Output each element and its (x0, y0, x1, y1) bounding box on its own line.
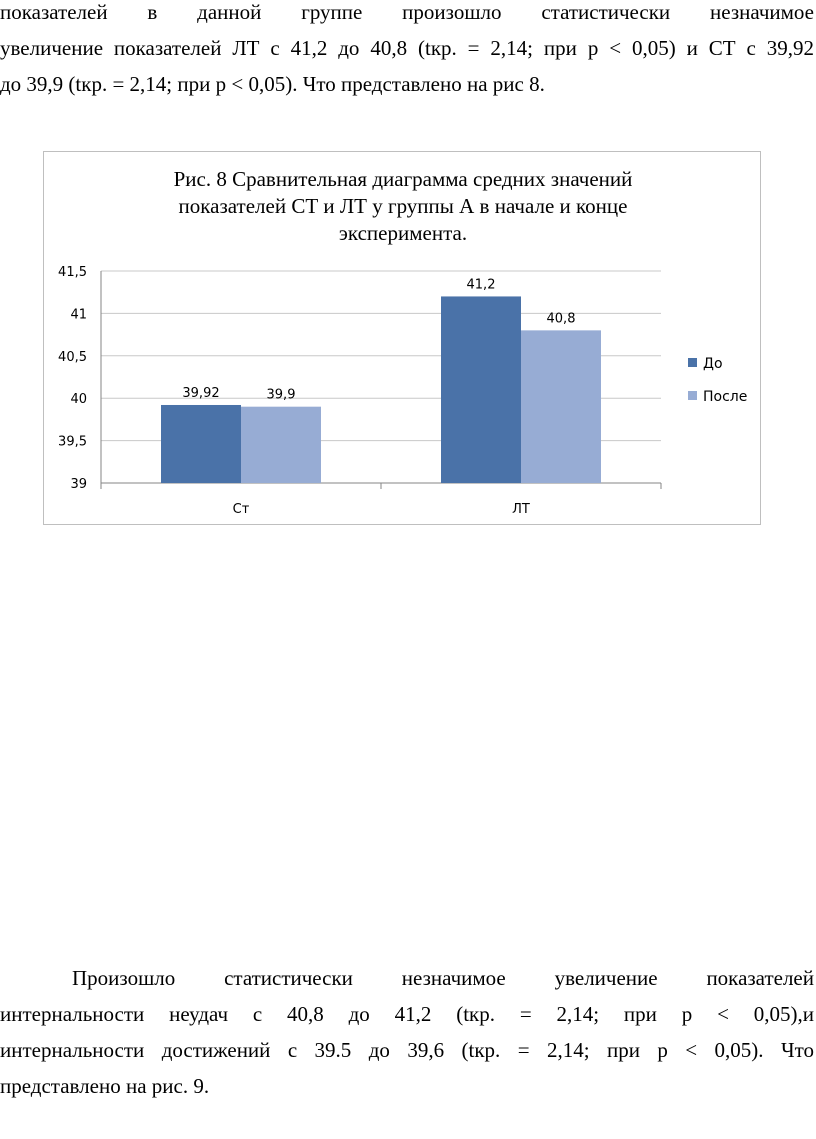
data-label: 40,8 (546, 311, 576, 327)
legend-label: После (703, 389, 748, 405)
bar-after (241, 407, 321, 483)
bar-chart (44, 152, 762, 526)
y-tick-label: 39,5 (58, 434, 87, 450)
bar-before (161, 405, 241, 483)
paragraph-line: до 39,9 (tкр. = 2,14; при p < 0,05). Что представлено на рис 8. (0, 72, 545, 96)
bar-before (441, 296, 521, 483)
paragraph-bottom (0, 960, 814, 1104)
data-label: 39,92 (182, 385, 220, 401)
paragraph-line: показателей в данной группе произошло статистически незначимое (0, 0, 814, 24)
paragraph-line: интернальности достижений с 39.5 до 39,6 (tкр. = 2,14; при p < 0,05). Что (0, 1038, 814, 1062)
y-tick-label: 40,5 (58, 349, 87, 365)
x-tick-label: ЛТ (512, 502, 530, 517)
data-label: 39,9 (266, 387, 296, 403)
bar-after (521, 330, 601, 483)
legend-swatch (688, 391, 697, 400)
chart-title-line: показателей СТ и ЛТ у группы А в начале и конце (178, 194, 628, 218)
paragraph-line: представлено на рис. 9. (0, 1074, 210, 1098)
paragraph-line: увеличение показателей ЛТ с 41,2 до 40,8 (tкр. = 2,14; при p < 0,05) и СТ с 39,92 (0, 36, 814, 60)
chart-title-line: Рис. 8 Сравнительная диаграмма средних значений (173, 167, 633, 191)
paragraph-line: интернальности неудач с 40,8 до 41,2 (tкр. = 2,14; при p < 0,05),и (0, 1002, 814, 1026)
x-tick-label: Ст (232, 502, 250, 517)
chart-figure (43, 151, 761, 525)
y-tick-label: 39 (70, 477, 87, 492)
y-tick-label: 41 (70, 307, 87, 323)
y-tick-label: 40 (70, 392, 87, 408)
chart-title-line: эксперимента. (338, 221, 468, 245)
data-label: 41,2 (466, 277, 496, 293)
paragraph-line: Произошло статистически незначимое увеличение показателей (72, 966, 814, 990)
legend-swatch (688, 358, 697, 367)
paragraph-top (0, 0, 814, 102)
y-tick-label: 41,5 (58, 265, 87, 280)
legend-label: До (703, 356, 723, 372)
